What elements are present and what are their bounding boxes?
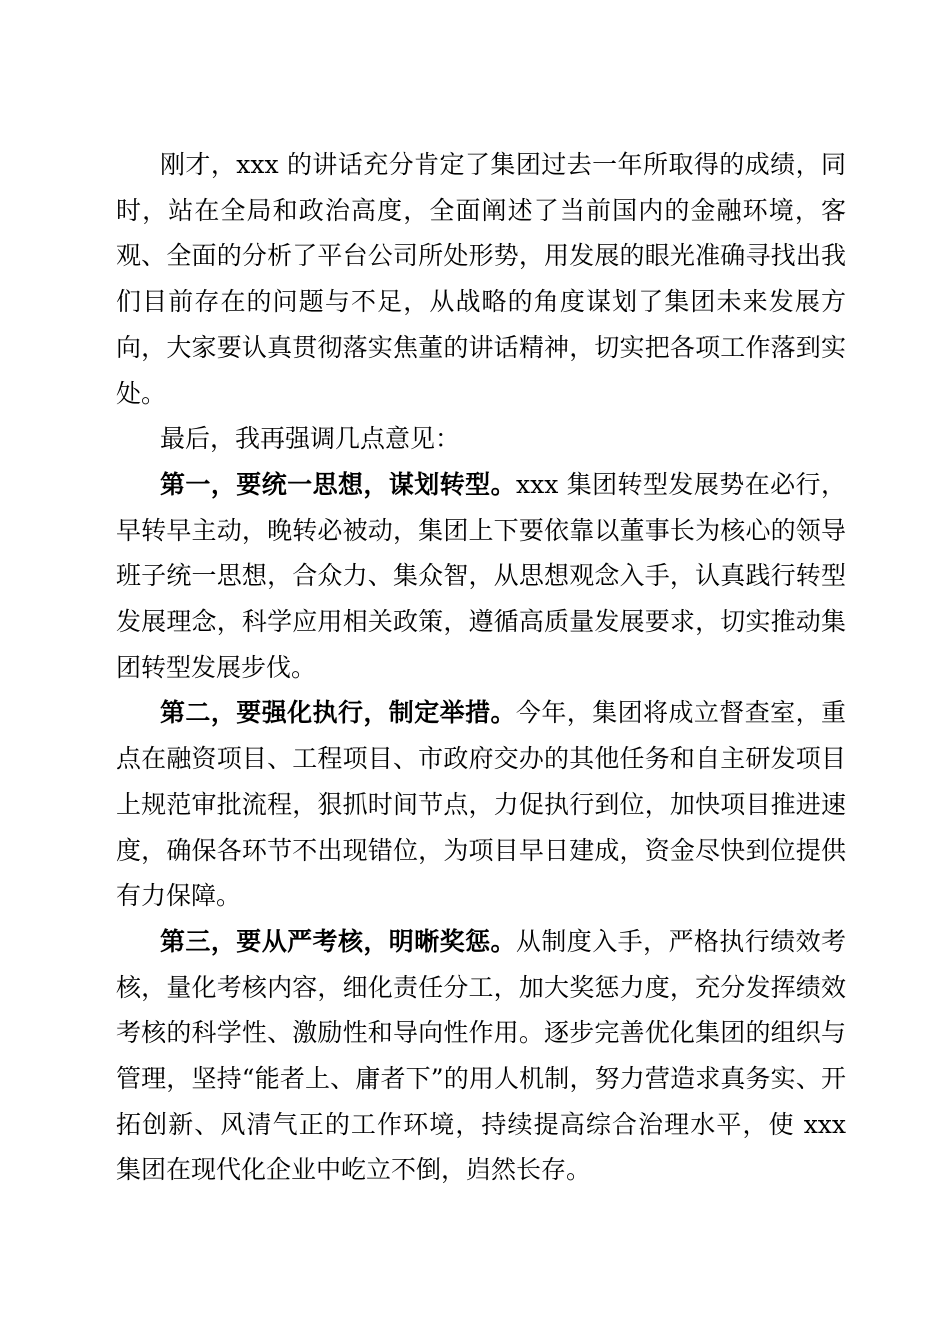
paragraph-intro: [116, 142, 846, 416]
paragraph-text: 刚才，xxx 的讲话充分肯定了集团过去一年所取得的成绩，同时，站在全局和政治高度，全面阐述了当前国内的金融环境，客观、全面的分析了平台公司所处形势，用发展的眼光准确寻找出我们目前存在的问题与不足，从战略的角度谋划了集团未来发展方向，大家要认真贯彻落实焦董的讲话精神，切实把各项工作落到实处。: [116, 150, 846, 408]
paragraph-text: xxx 集团转型发展势在必行，早转早主动，晚转必被动，集团上下要依靠以董事长为核心的领导班子统一思想，合众力、集众智，从思想观念入手，认真践行转型发展理念，科学应用相关政策，遵循高质量发展要求，切实推动集团转型发展步伐。: [116, 469, 846, 682]
paragraph-text: 从制度入手，严格执行绩效考核，量化考核内容，细化责任分工，加大奖惩力度，充分发挥绩效考核的科学性、激励性和导向性作用。逐步完善优化集团的组织与管理，坚持“能者上、庸者下”的用人机制，努力营造求真务实、开拓创新、风清气正的工作环境，持续提高综合治理水平，使 xxx 集团在现代化企业中屹立不倒，岿然长存。: [116, 926, 846, 1185]
paragraph-lead: 第一，要统一思想，谋划转型。: [160, 469, 517, 499]
paragraph-lead: 第三，要从严考核，明晰奖惩。: [160, 926, 516, 956]
paragraph-text: 最后，我再强调几点意见：: [160, 424, 461, 454]
paragraph-lead: 第二，要强化执行，制定举措。: [160, 698, 516, 728]
paragraph-transition: [116, 416, 846, 462]
paragraph-point-1: [116, 462, 846, 691]
paragraph-point-2: [116, 690, 846, 919]
document-body: [116, 142, 846, 1193]
paragraph-text: 今年，集团将成立督查室，重点在融资项目、工程项目、市政府交办的其他任务和自主研发项目上规范审批流程，狠抓时间节点，力促执行到位，加快项目推进速度，确保各环节不出现错位，为项目早日建成，资金尽快到位提供有力保障。: [116, 698, 846, 911]
paragraph-point-3: [116, 919, 846, 1193]
